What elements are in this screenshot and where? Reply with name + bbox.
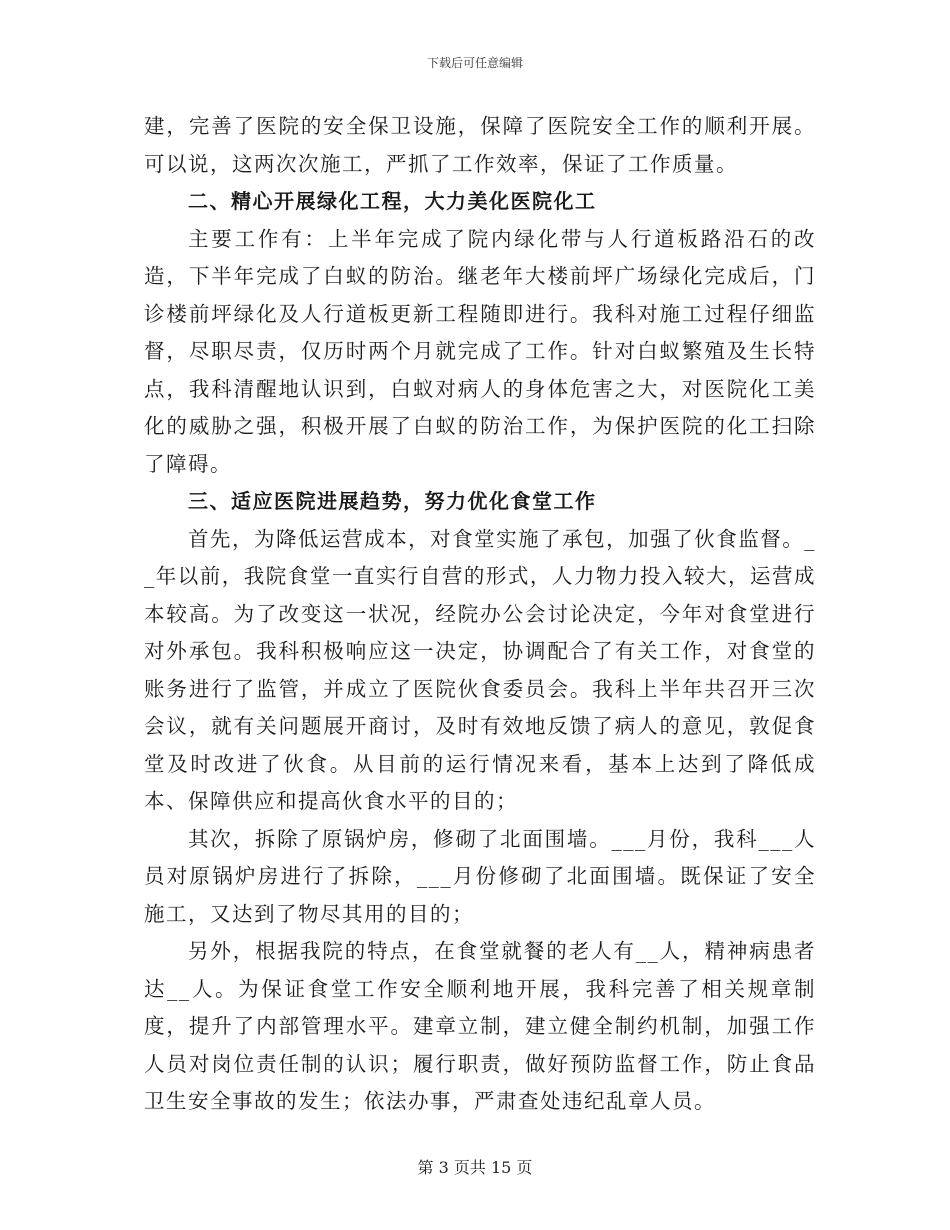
document-body [144,108,816,1121]
page-footer: 第 3 页共 15 页 [417,1158,533,1177]
section-heading-2: 二、精心开展绿化工程，大力美化医院化工 [188,189,597,213]
paragraph-canteen-management: 另外，根据我院的特点，在食堂就餐的老人有__人，精神病患者达__人。为保证食堂工作安全顺利地开展，我科完善了相关规章制度，提升了内部管理水平。建章立制，建立健全制约机制，加强工作人员对岗位责任制的认识；履行职责，做好预防监督工作，防止食品卫生安全事故的发生；依法办事，严肃查处违纪乱章人员。 [144,939,816,1113]
paragraph-greening: 主要工作有：上半年完成了院内绿化带与人行道板路沿石的改造，下半年完成了白蚁的防治。继老年大楼前坪广场绿化完成后，门诊楼前坪绿化及人行道板更新工程随即进行。我科对施工过程仔细监督，尽职尽责，仅历时两个月就完成了工作。针对白蚁繁殖及生长特点，我科清醒地认识到，白蚁对病人的身体危害之大，对医院化工美化的威胁之强，积极开展了白蚁的防治工作，为保护医院的化工扫除了障碍。 [144,226,816,476]
paragraph-continuation: 建，完善了医院的安全保卫设施，保障了医院安全工作的顺利开展。可以说，这两次次施工，严抓了工作效率，保证了工作质量。 [144,114,816,176]
page-header: 下载后可任意编辑 [426,56,523,70]
paragraph-canteen-contract: 首先，为降低运营成本，对食堂实施了承包，加强了伙食监督。__年以前，我院食堂一直实行自营的形式，人力物力投入较大，运营成本较高。为了改变这一状况，经院办公会讨论决定，今年对食堂进行对外承包。我科积极响应这一决定，协调配合了有关工作，对食堂的账务进行了监管，并成立了医院伙食委员会。我科上半年共召开三次会议，就有关问题展开商讨，及时有效地反馈了病人的意见，敦促食堂及时改进了伙食。从目前的运行情况来看，基本上达到了降低成本、保障供应和提高伙食水平的目的； [144,526,816,813]
paragraph-boiler-room: 其次，拆除了原锅炉房，修砌了北面围墙。___月份，我科___人员对原锅炉房进行了拆除，___月份修砌了北面围墙。既保证了安全施工，又达到了物尽其用的目的； [144,826,816,926]
section-heading-3: 三、适应医院进展趋势，努力优化食堂工作 [188,489,597,513]
